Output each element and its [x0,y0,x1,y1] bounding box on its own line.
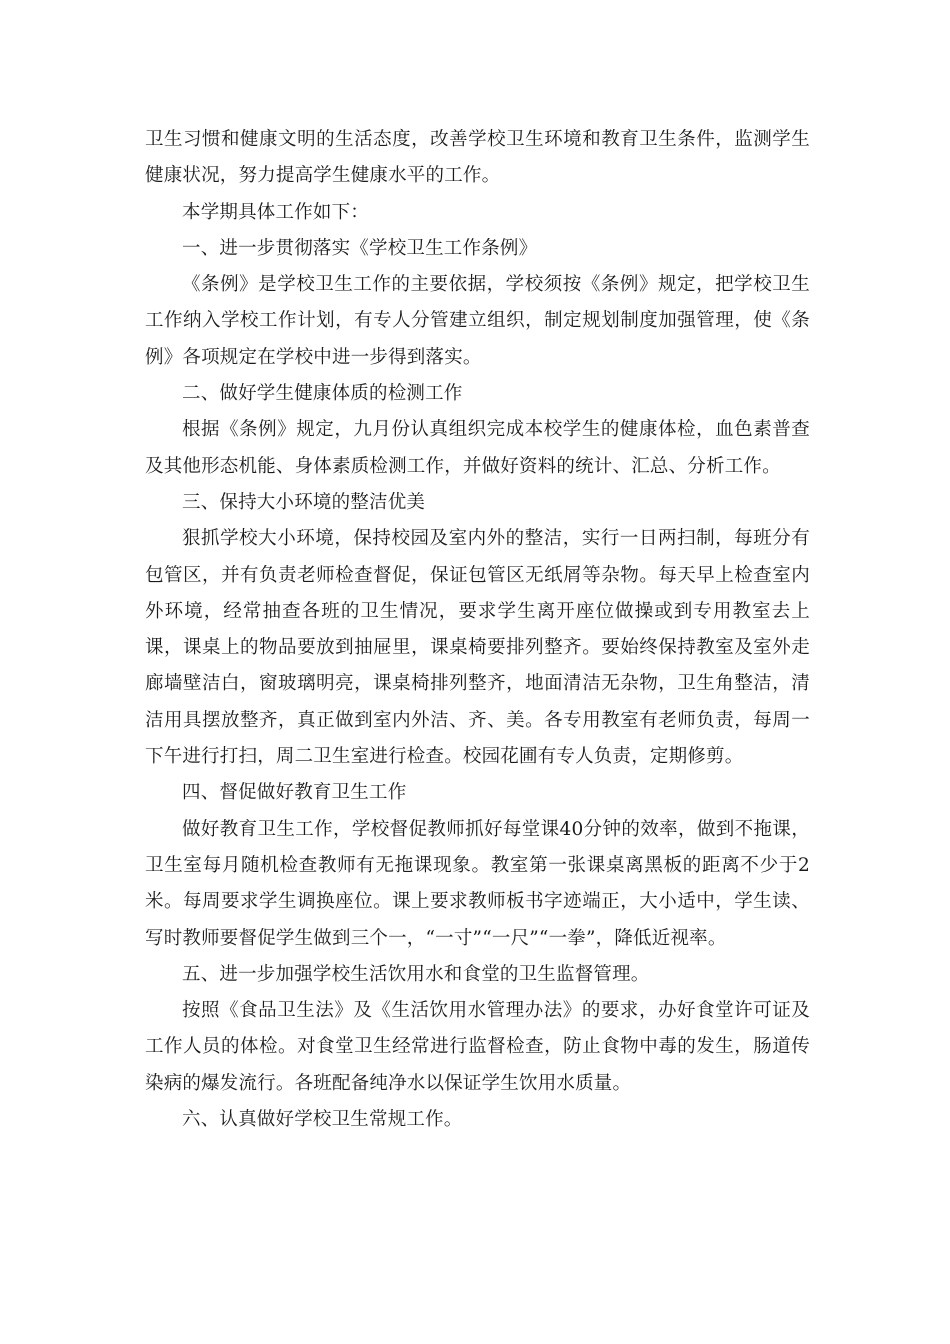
section-heading-1: 一、进一步贯彻落实《学校卫生工作条例》 [182,237,538,259]
paragraph-section-5: 按照《食品卫生法》及《生活饮用水管理办法》的要求，办好食堂许可证及工作人员的体检。对食堂卫生经常进行监督检查，防止食物中毒的发生，肠道传染病的爆发流行。各班配备纯净水以保证学生饮用水质量。 [145,1000,810,1094]
section-heading-6: 六、认真做好学校卫生常规工作。 [182,1109,463,1131]
document-body [145,122,810,1138]
paragraph-section-4: 做好教育卫生工作，学校督促教师抓好每堂课40分钟的效率，做到不拖课，卫生室每月随机检查教师有无拖课现象。教室第一张课桌离黑板的距离不少于2米。每周要求学生调换座位。课上要求教师板书字迹端正，大小适中，学生读、写时教师要督促学生做到三个一，“一寸”“一尺”“一拳”，降低近视率。 [145,818,810,949]
paragraph-work-overview: 本学期具体工作如下： [182,201,370,223]
section-heading-2: 二、做好学生健康体质的检测工作 [182,383,463,405]
section-heading-4: 四、督促做好教育卫生工作 [182,782,407,804]
paragraph-intro-continuation: 卫生习惯和健康文明的生活态度，改善学校卫生环境和教育卫生条件，监测学生健康状况，努力提高学生健康水平的工作。 [145,129,810,187]
section-heading-5: 五、进一步加强学校生活饮用水和食堂的卫生监督管理。 [182,963,650,985]
paragraph-section-3: 狠抓学校大小环境，保持校园及室内外的整洁，实行一日两扫制，每班分有包管区，并有负责老师检查督促，保证包管区无纸屑等杂物。每天早上检查室内外环境，经常抽查各班的卫生情况，要求学生离开座位做操或到专用教室去上课，课桌上的物品要放到抽屉里，课桌椅要排列整齐。要始终保持教室及室外走廊墙壁洁白，窗玻璃明亮，课桌椅排列整齐，地面清洁无杂物，卫生角整洁，清洁用具摆放整齐，真正做到室内外洁、齐、美。各专用教室有老师负责，每周一下午进行打扫，周二卫生室进行检查。校园花圃有专人负责，定期修剪。 [145,528,810,768]
paragraph-section-1: 《条例》是学校卫生工作的主要依据，学校须按《条例》规定，把学校卫生工作纳入学校工作计划，有专人分管建立组织，制定规划制度加强管理，使《条例》各项规定在学校中进一步得到落实。 [145,274,810,368]
section-heading-3: 三、保持大小环境的整洁优美 [182,491,426,513]
paragraph-section-2: 根据《条例》规定，九月份认真组织完成本校学生的健康体检，血色素普查及其他形态机能、身体素质检测工作，并做好资料的统计、汇总、分析工作。 [145,419,810,477]
